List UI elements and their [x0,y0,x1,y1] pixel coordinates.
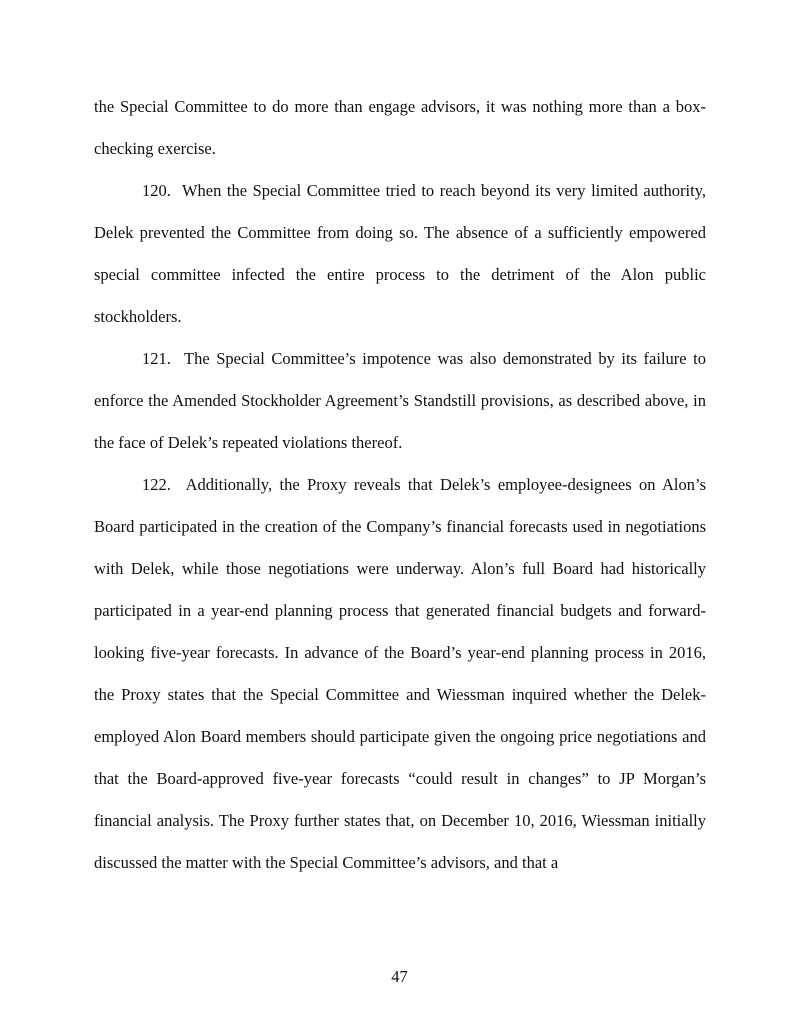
paragraph-text: The Special Committee’s impotence was also demonstrated by its failure to enforce the Amended Stockholder Agreement’s Standstill provisions, as described above, in the face of Delek’s repeated violations thereof. [94,349,706,452]
paragraph-text: Additionally, the Proxy reveals that Delek’s employee-designees on Alon’s Board participated in the creation of the Company’s financial forecasts used in negotiations with Delek, while those negotiations were underway. Alon’s full Board had historically participated in a year-end planning process that generated financial budgets and forward-looking five-year forecasts. In advance of the Board’s year-end planning process in 2016, the Proxy states that the Special Committee and Wiessman inquired whether the Delek-employed Alon Board members should participate given the ongoing price negotiations and that the Board-approved five-year forecasts “could result in changes” to JP Morgan’s financial analysis. The Proxy further states that, on December 10, 2016, Wiessman initially discussed the matter with the Special Committee’s advisors, and that a [94,475,706,872]
paragraph-121 [94,338,706,464]
paragraph-number: 121. [142,349,171,368]
paragraph-122 [94,464,706,884]
body-text [94,86,706,884]
paragraph-continuation [94,86,706,170]
paragraph-number: 120. [142,181,171,200]
paragraph-text: the Special Committee to do more than engage advisors, it was nothing more than a box-checking exercise. [94,97,706,158]
paragraph-number: 122. [142,475,171,494]
paragraph-120 [94,170,706,338]
page-number: 47 [391,967,408,986]
paragraph-text: When the Special Committee tried to reach beyond its very limited authority, Delek prevented the Committee from doing so. The absence of a sufficiently empowered special committee infected the entire process to the detriment of the Alon public stockholders. [94,181,706,326]
